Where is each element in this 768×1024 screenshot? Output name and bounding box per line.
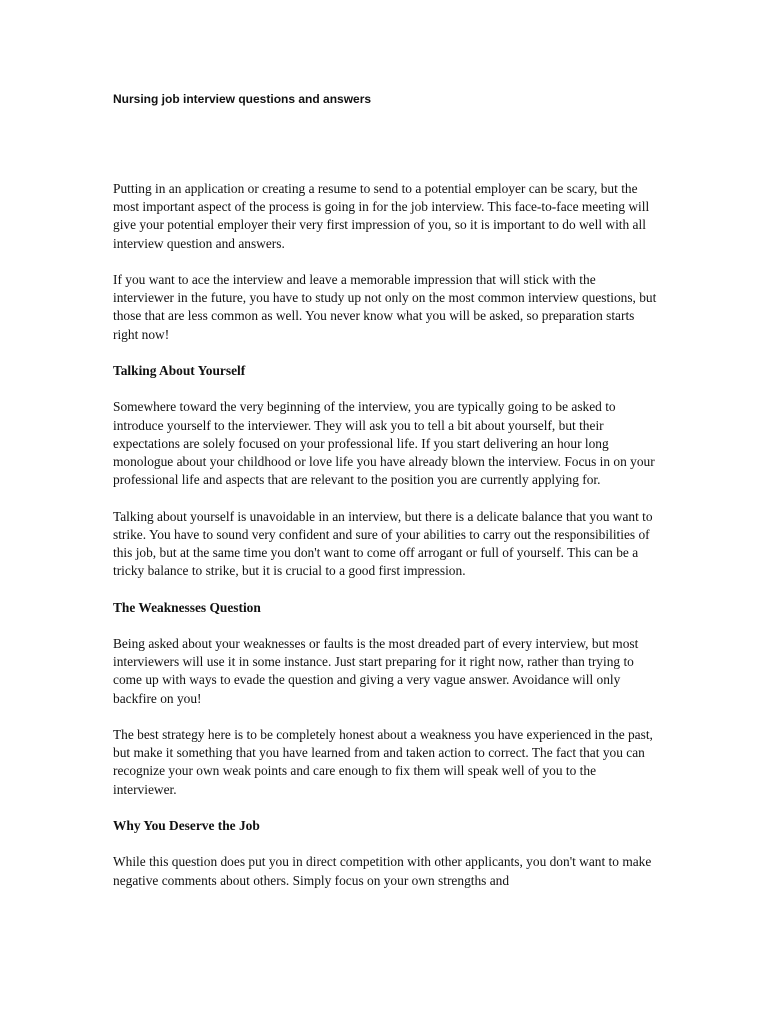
section-paragraph: Being asked about your weaknesses or faults is the most dreaded part of every interview, but most interviewers will use it in some instance. Just start preparing for it right now, rather than trying to come up with ways to evade the question and giving a very vague answer. Avoidance will only backfire on you! bbox=[113, 635, 639, 706]
section-paragraph: Somewhere toward the very beginning of the interview, you are typically going to be asked to introduce yourself to the interviewer. They will ask you to tell a bit about yourself, but their expectations are solely focused on your professional life. If you start delivering an hour long monologue about your childhood or love life you have already blown the interview. Focus in on your professional life and aspects that are relevant to the position you are currently applying for. bbox=[113, 399, 655, 488]
document-body bbox=[113, 180, 658, 908]
section-paragraph: Talking about yourself is unavoidable in an interview, but there is a delicate balance that you want to strike. You have to sound very confident and sure of your abilities to carry out the responsibilities of this job, but at the same time you don't want to come off arrogant or full of yourself. This can be a tricky balance to strike, but it is crucial to a good first impression. bbox=[113, 508, 653, 579]
document-title: Nursing job interview questions and answers bbox=[113, 92, 372, 106]
intro-paragraph: Putting in an application or creating a resume to send to a potential employer can be scary, but the most important aspect of the process is going in for the job interview. This face-to-face meeting will give your potential employer their very first impression of you, so it is important to do well with all interview question and answers. bbox=[113, 181, 650, 251]
intro-paragraph: If you want to ace the interview and leave a memorable impression that will stick with the interviewer in the future, you have to study up not only on the most common interview questions, but those that are less common as well. You never know what you will be asked, so preparation starts right now! bbox=[113, 272, 657, 342]
section-paragraph: The best strategy here is to be completely honest about a weakness you have experienced in the past, but make it something that you have learned from and taken action to correct. The fact that you can recognize your own weak points and care enough to fix them will speak well of you to the interviewer. bbox=[113, 726, 653, 797]
section-paragraph: While this question does put you in direct competition with other applicants, you don't want to make negative comments about others. Simply focus on your own strengths and bbox=[113, 854, 652, 888]
section-heading-why-you-deserve-the-job: Why You Deserve the Job bbox=[113, 817, 260, 833]
section-heading-weaknesses-question: The Weaknesses Question bbox=[113, 599, 261, 615]
section-heading-talking-about-yourself: Talking About Yourself bbox=[113, 363, 246, 378]
